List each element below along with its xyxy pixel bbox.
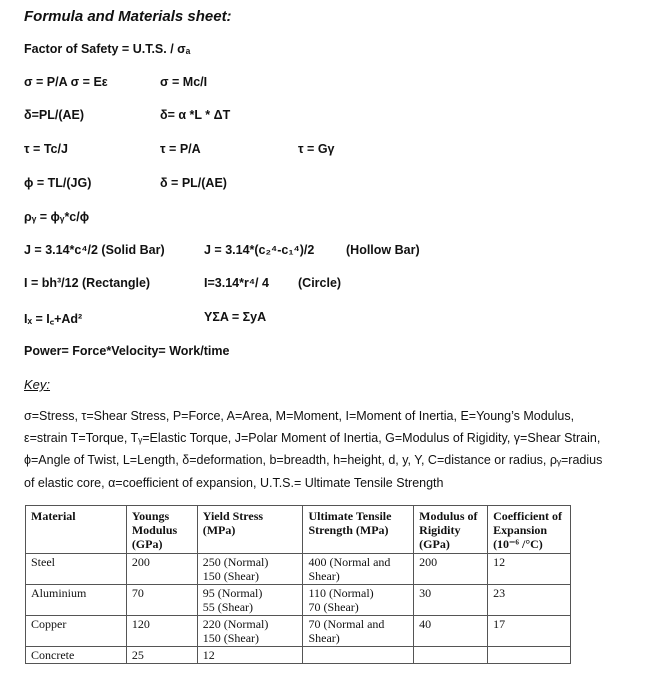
key-line: σ=Stress, τ=Shear Stress, P=Force, A=Area, M=Moment, I=Moment of Inertia, E=Young’s Modulus, [24, 409, 575, 423]
table-cell [488, 647, 571, 664]
formula-polar-moment-hollow: J = 3.14*(c₂⁴-c₁⁴)/2 [204, 243, 315, 257]
header-modulus-of-rigidity: Modulus of Rigidity (GPa) [414, 506, 488, 554]
formula-moment-circle: I=3.14*r⁴/ 4 [204, 276, 269, 290]
header-ultimate-tensile-strength: Ultimate Tensile Strength (MPa) [303, 506, 414, 554]
table-cell: Aluminium [26, 585, 127, 616]
table-cell [414, 647, 488, 664]
table-cell: 250 (Normal) 150 (Shear) [197, 554, 303, 585]
formula-stress: σ = P/A σ = Eε [24, 75, 108, 89]
key-line: ϕ=Angle of Twist, L=Length, δ=deformation, b=breadth, h=height, d, y, Y, C=distance or radius, ρᵧ=radius [24, 453, 603, 467]
page-title: Formula and Materials sheet: [24, 8, 232, 25]
key-line: of elastic core, α=coefficient of expansion, U.T.S.= Ultimate Tensile Strength [24, 476, 444, 490]
table-row [26, 647, 571, 664]
table-header-row [26, 506, 571, 554]
table-row [26, 585, 571, 616]
formula-torsion-shear: τ = Tc/J [24, 142, 68, 156]
table-cell: 40 [414, 616, 488, 647]
table-cell: Concrete [26, 647, 127, 664]
header-yield-stress: Yield Stress (MPa) [197, 506, 303, 554]
table-cell: 25 [126, 647, 197, 664]
header-coefficient-of-expansion: Coefficient of Expansion (10⁻⁶ /°C) [488, 506, 571, 554]
formula-factor-of-safety: Factor of Safety = U.T.S. / σₐ [24, 42, 191, 56]
table-cell: 70 [126, 585, 197, 616]
formula-centroid: YΣA = ΣyA [204, 310, 267, 324]
formula-thermal-deformation: δ= α *L * ΔT [160, 108, 231, 122]
table-cell: 12 [488, 554, 571, 585]
formula-deformation-2: δ = PL/(AE) [160, 176, 227, 190]
formula-deformation: δ=PL/(AE) [24, 108, 85, 122]
table-cell: 220 (Normal) 150 (Shear) [197, 616, 303, 647]
formula-moment-rectangle: I = bh³/12 (Rectangle) [24, 276, 151, 290]
formula-parallel-axis: Iₓ = I꜀+Ad² [24, 312, 83, 326]
header-material: Material [26, 506, 127, 554]
table-row [26, 554, 571, 585]
key-line: ε=strain T=Torque, Tᵧ=Elastic Torque, J=Polar Moment of Inertia, G=Modulus of Rigidity, γ=Shear Strain, [24, 431, 601, 445]
table-cell: 200 [414, 554, 488, 585]
table-cell: 95 (Normal) 55 (Shear) [197, 585, 303, 616]
table-cell [303, 647, 414, 664]
formula-circle-label: (Circle) [298, 276, 342, 290]
table-cell: 30 [414, 585, 488, 616]
table-cell: 120 [126, 616, 197, 647]
formula-angle-of-twist: ϕ = TL/(JG) [24, 176, 92, 190]
formula-bending-stress: σ = Mc/I [160, 75, 208, 89]
formula-hollow-bar-label: (Hollow Bar) [346, 243, 420, 257]
table-cell: 23 [488, 585, 571, 616]
key-heading: Key: [24, 377, 51, 392]
table-cell: 110 (Normal) 70 (Shear) [303, 585, 414, 616]
table-cell: Copper [26, 616, 127, 647]
header-youngs-modulus: Youngs Modulus (GPa) [126, 506, 197, 554]
formula-shear-stress: τ = P/A [160, 142, 201, 156]
formula-power: Power= Force*Velocity= Work/time [24, 344, 230, 358]
formula-polar-moment-solid: J = 3.14*c⁴/2 (Solid Bar) [24, 243, 165, 257]
table-cell: 400 (Normal and Shear) [303, 554, 414, 585]
materials-table [25, 505, 571, 664]
table-cell: 70 (Normal and Shear) [303, 616, 414, 647]
table-cell: Steel [26, 554, 127, 585]
table-cell: 12 [197, 647, 303, 664]
formula-elastic-core: ρᵧ = ϕᵧ*c/ϕ [24, 210, 90, 224]
table-cell: 200 [126, 554, 197, 585]
table-cell: 17 [488, 616, 571, 647]
formula-shear-strain: τ = Gγ [298, 142, 335, 156]
table-row [26, 616, 571, 647]
